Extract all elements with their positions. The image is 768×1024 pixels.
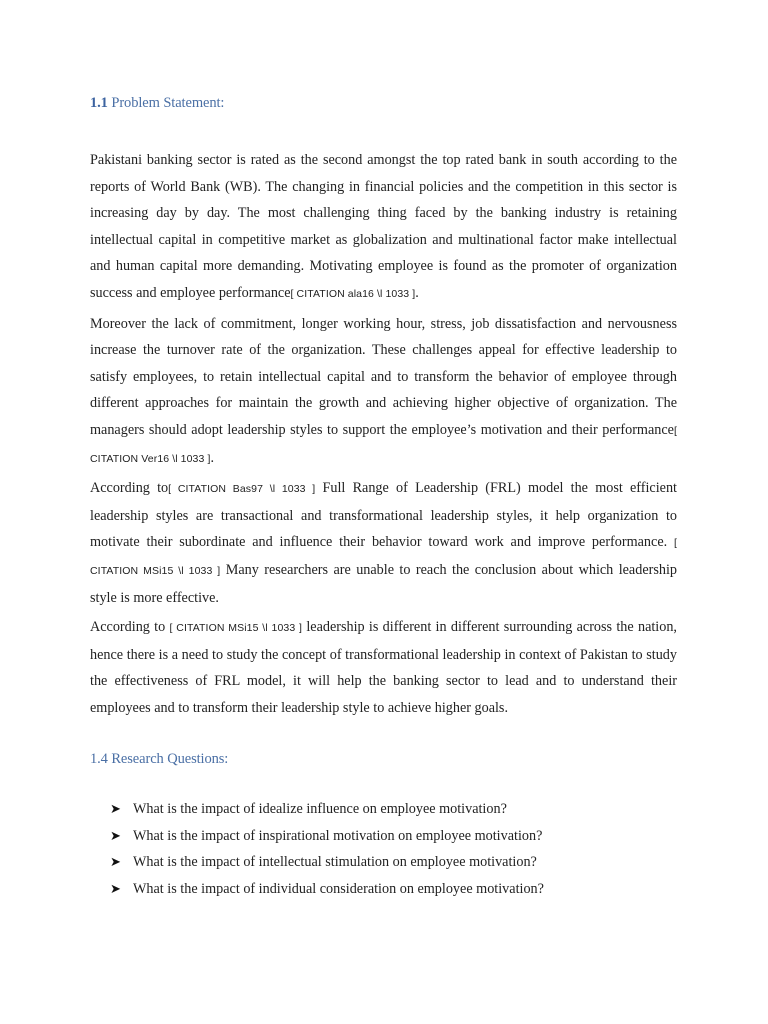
- citation-field: [ CITATION Ver16 \l 1033 ]: [90, 424, 677, 465]
- arrowhead-bullet-icon: ➤: [110, 802, 121, 817]
- citation-field: [ CITATION MSi15 \l 1033 ]: [90, 537, 677, 577]
- body-paragraph: [90, 475, 677, 611]
- paragraph-text: .: [210, 449, 215, 466]
- list-item: [110, 849, 544, 876]
- section-heading-problem-statement: [90, 95, 224, 112]
- arrowhead-bullet-icon: ➤: [110, 828, 121, 844]
- paragraph-text: leadership is different in different surrounding across the nation, hence there is a need to study the concept of transformational leadership in context of Pakistan to study the effectiveness of FRL model, it will help the banking sector to lead and to understand their employees and to transform their leadership style to achieve higher goals.: [90, 619, 677, 716]
- question-text: What is the impact of idealize influence on employee motivation?: [133, 801, 507, 817]
- list-item: [110, 823, 544, 850]
- paragraph-text: Moreover the lack of commitment, longer working hour, stress, job dissatisfaction and nervousness increase the turnover rate of the organization. These challenges appeal for effective leadership to satisfy employees, to retain intellectual capital and to transform the behavior of employee through different approaches for maintain the growth and achieving higher objective of organization. The managers should adopt leadership styles to support the employee’s motivation and their performance: [90, 315, 677, 438]
- question-text: What is the impact of individual consideration on employee motivation?: [133, 880, 544, 897]
- body-paragraph: [90, 311, 677, 473]
- arrowhead-bullet-icon: ➤: [110, 855, 121, 870]
- section-title: Problem Statement:: [111, 95, 225, 111]
- research-questions-list: [110, 796, 544, 902]
- question-text: What is the impact of inspirational motivation on employee motivation?: [133, 827, 543, 844]
- arrowhead-bullet-icon: ➤: [110, 881, 121, 897]
- paragraph-text: Full Range of Leadership (FRL) model the most efficient leadership styles are transactional and transformational leadership styles, it help organization to motivate their subordinate and influence their behavior toward work and improve performance.: [90, 480, 677, 551]
- paragraph-text: Pakistani banking sector is rated as the second amongst the top rated bank in south according to the reports of World Bank (WB). The changing in financial policies and the competition in this sector is increasing day by day. The most challenging thing faced by the banking industry is retaining intellectual capital in competitive market as globalization and multinational factor make intellectual and human capital more demanding. Motivating employee is found as the promoter of organization success and employee performance: [90, 152, 677, 301]
- paragraph-text: According to: [90, 619, 170, 636]
- body-paragraph: [90, 147, 677, 308]
- paragraph-text: .: [415, 284, 419, 301]
- paragraph-text: According to: [90, 480, 169, 497]
- citation-field: [ CITATION Bas97 \l 1033 ]: [168, 483, 316, 496]
- problem-statement-body: [90, 147, 677, 724]
- list-item: [110, 876, 544, 903]
- body-paragraph: [90, 614, 677, 721]
- section-heading-research-questions: 1.4 Research Questions:: [90, 751, 229, 767]
- paragraph-text: Many researchers are unable to reach the conclusion about which leadership style is more effective.: [90, 561, 677, 606]
- section-number: 1.1: [90, 95, 108, 111]
- list-item: [110, 796, 544, 823]
- citation-field: [ CITATION ala16 \l 1033 ]: [290, 287, 416, 300]
- question-text: What is the impact of intellectual stimulation on employee motivation?: [133, 854, 537, 870]
- citation-field: [ CITATION MSi15 \l 1033 ]: [169, 622, 303, 635]
